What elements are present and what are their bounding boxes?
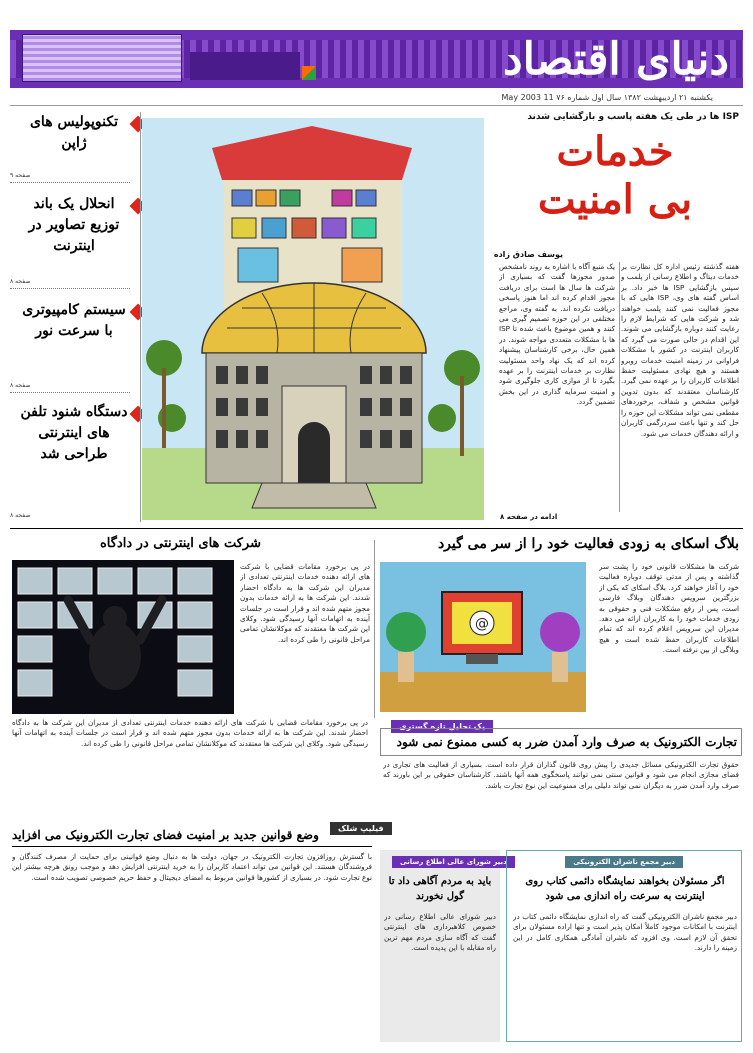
teaser-divider (10, 392, 130, 393)
council-headline[interactable]: باید به مردم آگاهی داد تا گول نخورند (388, 876, 492, 902)
masthead-emblem (302, 66, 316, 80)
courtroom-screens-illustration (12, 560, 234, 714)
svg-text:@: @ (475, 616, 489, 632)
column-divider (374, 540, 375, 718)
assembly-label: دبیر مجمع ناشران الکترونیکی (565, 856, 683, 868)
teaser-divider (10, 288, 130, 289)
teaser-item[interactable] (10, 300, 138, 389)
story3-continued: در پی برخورد مقامات قضایی با شرکت های ارائه دهنده خدمات اینترنتی تعدادی از مدیران این شرکت ها به دادگاه احضار شدند. این شرکت ها به ارائه خدمات بدون مجوز متهم شده اند و قرار است در جلسات آینده به اتهامات آنها رسیدگی شود. وکلای این شرکت ها معتقدند که موکلانشان تمامی مراحل قانونی را طی کرده اند. (12, 718, 368, 748)
teaser-title: سیستم کامپیوتری با سرعت نور (22, 302, 126, 339)
teaser-page: صفحه ۸ (10, 278, 31, 285)
computer-illustration (380, 562, 586, 712)
lead-kicker: ISP ها در طی یک هفته پاسب و بازگشایی شدند (527, 112, 739, 122)
dateline (10, 90, 743, 106)
column-divider (619, 262, 620, 512)
teaser-item[interactable] (10, 194, 138, 285)
teaser-item[interactable] (10, 112, 138, 179)
lead-headline[interactable] (495, 128, 735, 224)
council-label: دبیر شورای عالی اطلاع رسانی (392, 856, 515, 868)
lead-body-left: یک منبع آگاه با اشاره به روند نامشخص صدور مجوزها گفت که بسیاری از شرکت ها سال ها است برای دریافت مجوز اقدام کرده اند اما هنوز پاسخی دریافت نکرده اند. به گفته وی، مراجع مختلفی در این حوزه تصمیم گیری می کنند و همین موضوع باعث شده تا ISP ها با مشکلات متعددی مواجه شوند. در همین حال، برخی کارشناسان پیشنهاد کرده اند که یک نهاد واحد مسئولیت نظارت بر خدمات اینترنت را بر عهده بگیرد تا از موازی کاری جلوگیری شود و امنیت سرمایه گذاری در این بخش تضمین گردد. (499, 262, 615, 407)
lead-byline: یوسف صادق زاده (493, 250, 563, 259)
story3-photo (12, 560, 234, 714)
story2-headline[interactable]: بلاگ اسکای به زودی فعالیت خود را از سر می گیرد (437, 536, 739, 552)
law-body: با گسترش روزافزون تجارت الکترونیک در جهان، دولت ها به دنبال وضع قوانینی برای حمایت از مصرف کنندگان و فروشندگان هستند. این قوانین می تواند اعتماد کاربران را به خرید اینترنتی افزایش دهد و موجب رونق هرچه بیشتر این نوع تجارت شود. در بسیاری از کشورها قوانین مربوط به امضای دیجیتال و حفظ حریم خصوصی تصویب شده است. (12, 852, 372, 882)
story2-photo (380, 562, 586, 712)
masthead-photo-strip (22, 34, 182, 82)
teaser-page: صفحه ۸ (10, 512, 31, 519)
section-rule (10, 528, 743, 529)
teaser-item[interactable] (10, 402, 138, 519)
law-label: فیلیپ شلک (330, 822, 392, 835)
lead-headline-line: بی امنیت (537, 176, 693, 223)
column-divider (140, 112, 141, 522)
lead-jump[interactable]: ادامه در صفحه ۸ (500, 513, 558, 521)
teaser-column (10, 112, 138, 527)
teaser-title: دستگاه شنود تلفن های اینترنتی طراحی شد (20, 404, 128, 462)
masthead (10, 30, 743, 88)
story3-body: در پی برخورد مقامات قضایی با شرکت های ارائه دهنده خدمات اینترنتی تعدادی از مدیران این شرکت ها به دادگاه احضار شدند. این شرکت ها به ارائه خدمات بدون مجوز متهم شده اند و قرار است در جلسات آینده به اتهامات آنها رسیدگی شود. وکلای این شرکت ها معتقدند که موکلانشان تمامی مراحل قانونی را طی کرده اند. (240, 562, 370, 644)
teaser-title: تکنوپولیس های ژاپن (29, 114, 119, 151)
assembly-headline[interactable]: اگر مسئولان بخواهند نمایشگاه دائمی کتاب روی اینترنت به سرعت راه اندازی می شود (525, 876, 725, 902)
council-body: دبیر شورای عالی اطلاع رسانی در خصوص کلاهبرداری های اینترنتی گفت که آگاه سازی مردم مهم ترین راه مقابله با این پدیده است. (384, 912, 496, 953)
story2-body: شرکت ها مشکلات قانونی خود را پشت سر گذاشته و پس از مدتی توقف دوباره فعالیت خود را آغاز خواهند کرد. بلاگ اسکای که یکی از بزرگترین سرویس دهندگان وبلاگ فارسی است، پس از رفع مشکلات فنی و حقوقی به زودی خدمات خود را به کاربران ارائه می دهد. مدیران این سرویس اعلام کرده اند که تمام اطلاعات کاربران حفظ شده است و هیچ وبلاگی از بین نرفته است. (599, 562, 739, 655)
story3-headline[interactable]: شرکت های اینترنتی در دادگاه (100, 536, 261, 551)
ecommerce-body: حقوق تجارت الکترونیکی مسائل جدیدی را پیش روی قانون گذاران قرار داده است. بسیاری از فعالیت های تجاری در فضای مجازی انجام می شود و قوانین سنتی نمی توانند پاسخگوی همه آنها باشند. کارشناسان حقوقی بر این باورند که صرف وارد آمدن ضرر به دیگران نمی تواند دلیلی برای ممنوعیت این نوع تجارت باشد. (383, 760, 739, 790)
ecommerce-headline[interactable]: تجارت الکترونیک به صرف وارد آمدن ضرر به کسی ممنوع نمی شود (396, 735, 737, 749)
teaser-title: انحلال یک باند توزیع تصاویر در اینترنت (28, 196, 120, 254)
teaser-divider (10, 182, 130, 183)
section-rule (12, 846, 372, 847)
ecommerce-label: یک تحلیل تازه گستری (391, 720, 493, 733)
law-headline[interactable]: وضع قوانین جدید بر امنیت فضای تجارت الکترونیک می افزاید (12, 828, 319, 842)
teaser-page: صفحه ۸ (10, 382, 31, 389)
lead-headline-line: خدمات (556, 128, 674, 175)
newspaper-logo: دنیای اقتصاد (503, 34, 729, 85)
teaser-page: صفحه ۹ (10, 172, 31, 179)
lead-illustration (142, 118, 484, 520)
lead-body-right: هفته گذشته رئیس اداره کل نظارت بر خدمات دیتاگ و اطلاع رسانی از پلمب و سپس بازگشایی ISP ها خبر داد. بر اساس گفته های وی، ISP هایی که با مجوز فعالیت نمی کنند پلمب خواهند شد و شرکت هایی که شرایط لازم را رعایت کنند دوباره بازگشایی می شوند. این اقدام در حالی صورت می گیرد که کاربران اینترنت در کشور با مشکلات فراوانی در زمینه امنیت خدمات روبرو هستند و هیچ نهادی مسئولیت حفظ اطلاعات کاربران را بر عهده نمی گیرد. کارشناسان معتقدند که بدون تدوین قوانین مشخص و شفاف، برخوردهای مقطعی نمی تواند مشکلات این حوزه را حل کند و تنها باعث سردرگمی کاربران و ارائه دهندگان خدمات می شود. (621, 262, 739, 438)
masthead-mid-strip (190, 52, 300, 80)
assembly-body: دبیر مجمع ناشران الکترونیکی گفت که راه اندازی نمایشگاه دائمی کتاب در اینترنت با امکانات موجود کاملاً امکان پذیر است و تنها اراده مسئولان برای تحقق آن لازم است. وی افزود که ناشران آمادگی همکاری کامل در این زمینه را دارند. (513, 912, 737, 953)
building-illustration (142, 118, 484, 520)
dateline-text: یکشنبه ۲۱ اردیبهشت ۱۳۸۲ سال اول شماره ۷۶ 11 May 2003 (501, 93, 713, 102)
